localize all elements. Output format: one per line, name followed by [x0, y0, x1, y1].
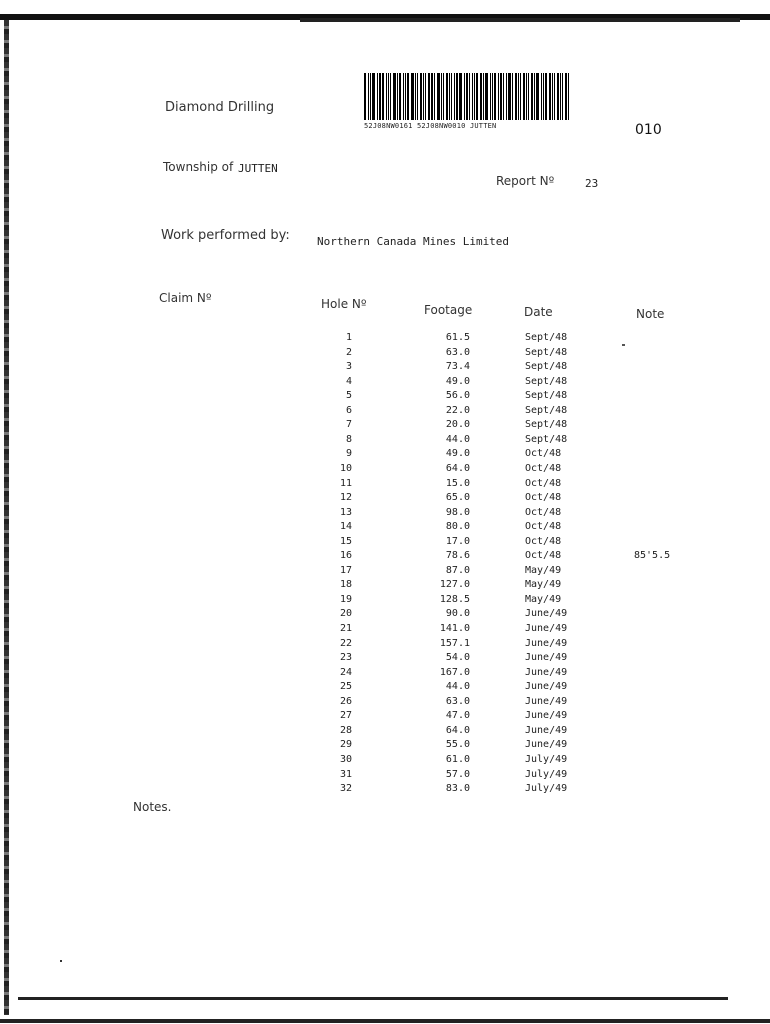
- footage-value: 63.0: [445, 696, 470, 707]
- hole-number: 8: [345, 434, 352, 445]
- hole-number: 20: [339, 608, 352, 619]
- barcode-bar: [434, 73, 435, 120]
- barcode-bar: [545, 73, 547, 120]
- footage-value: 61.5: [445, 332, 470, 343]
- hole-number: 30: [339, 754, 352, 765]
- footage-value: 87.0: [445, 565, 470, 576]
- barcode-bar: [552, 73, 553, 120]
- barcode-bar: [490, 73, 491, 120]
- footage-value: 63.0: [445, 347, 470, 358]
- barcode-bar: [364, 73, 366, 120]
- date-value: May/49: [525, 579, 562, 590]
- bottom-scan-border: [0, 1019, 770, 1023]
- date-value: Oct/48: [525, 448, 562, 459]
- hole-number: 32: [339, 783, 352, 794]
- date-value: Sept/48: [525, 390, 568, 401]
- hole-number: 19: [339, 594, 352, 605]
- date-value: May/49: [525, 594, 562, 605]
- footage-value: 22.0: [445, 405, 470, 416]
- barcode-bar: [388, 73, 389, 120]
- date-value: Sept/48: [525, 332, 568, 343]
- top-scan-border-thick: [300, 18, 740, 22]
- date-value: June/49: [525, 652, 568, 663]
- footage-value: 141.0: [439, 623, 470, 634]
- date-value: Sept/48: [525, 361, 568, 372]
- column-header-footage: Footage: [424, 303, 473, 317]
- footage-value: 64.0: [445, 725, 470, 736]
- column-header-hole: Hole Nº: [321, 297, 367, 311]
- footage-value: 83.0: [445, 783, 470, 794]
- barcode-bar: [390, 73, 391, 120]
- barcode-bar: [503, 73, 504, 120]
- footage-value: 61.0: [445, 754, 470, 765]
- barcode-bar: [451, 73, 452, 120]
- hole-number: 31: [339, 769, 352, 780]
- date-value: June/49: [525, 725, 568, 736]
- barcode-bar: [469, 73, 470, 120]
- footage-value: 54.0: [445, 652, 470, 663]
- hole-number: 29: [339, 739, 352, 750]
- form-title: Diamond Drilling: [165, 100, 275, 115]
- date-value: Oct/48: [525, 478, 562, 489]
- footage-value: 157.1: [439, 638, 470, 649]
- date-value: Sept/48: [525, 347, 568, 358]
- report-label: Report Nº: [496, 174, 555, 188]
- hole-number: 21: [339, 623, 352, 634]
- barcode-bar: [466, 73, 468, 120]
- hole-number: 22: [339, 638, 352, 649]
- hole-number: 2: [345, 347, 352, 358]
- barcode-bar: [431, 73, 433, 120]
- barcode-bar: [446, 73, 448, 120]
- barcode-bar: [520, 73, 521, 120]
- footage-value: 47.0: [445, 710, 470, 721]
- hole-number: 14: [339, 521, 352, 532]
- hole-number: 3: [345, 361, 352, 372]
- barcode-bar: [543, 73, 544, 120]
- document-number: 010: [635, 122, 662, 138]
- report-value: 23: [585, 177, 599, 190]
- footage-value: 64.0: [445, 463, 470, 474]
- barcode-bar: [397, 73, 398, 120]
- barcode-bar: [386, 73, 387, 120]
- work-performed-label: Work performed by:: [161, 228, 290, 243]
- barcode-bar: [428, 73, 430, 120]
- barcode-bar: [464, 73, 465, 120]
- barcode-bar: [531, 73, 533, 120]
- barcode: [364, 73, 582, 120]
- hole-number: 25: [339, 681, 352, 692]
- barcode-bar: [526, 73, 527, 120]
- hole-number: 12: [339, 492, 352, 503]
- footage-value: 49.0: [445, 448, 470, 459]
- hole-number: 23: [339, 652, 352, 663]
- date-value: July/49: [525, 783, 568, 794]
- township-label: Township of: [163, 160, 234, 174]
- work-performed-value: Northern Canada Mines Limited: [317, 235, 510, 248]
- footage-value: 17.0: [445, 536, 470, 547]
- date-value: June/49: [525, 623, 568, 634]
- footage-value: 15.0: [445, 478, 470, 489]
- barcode-bar: [480, 73, 482, 120]
- footage-value: 98.0: [445, 507, 470, 518]
- barcode-bar: [437, 73, 440, 120]
- barcode-bar: [500, 73, 502, 120]
- barcode-bar: [403, 73, 404, 120]
- barcode-bar: [420, 73, 422, 120]
- barcode-bar: [377, 73, 378, 120]
- hole-number: 6: [345, 405, 352, 416]
- footage-value: 128.5: [439, 594, 470, 605]
- barcode-bar: [494, 73, 496, 120]
- note-value: 85'5.5: [634, 550, 671, 561]
- barcode-bar: [492, 73, 493, 120]
- column-header-claim: Claim Nº: [159, 291, 212, 305]
- hole-number: 4: [345, 376, 352, 387]
- footage-value: 127.0: [439, 579, 470, 590]
- hole-number: 1: [345, 332, 352, 343]
- date-value: Sept/48: [525, 434, 568, 445]
- barcode-bar: [557, 73, 559, 120]
- barcode-bar: [441, 73, 442, 120]
- date-value: June/49: [525, 681, 568, 692]
- footage-value: 73.4: [445, 361, 470, 372]
- barcode-bar: [565, 73, 567, 120]
- hole-number: 9: [345, 448, 352, 459]
- hole-number: 5: [345, 390, 352, 401]
- barcode-bar: [423, 73, 424, 120]
- barcode-bar: [415, 73, 416, 120]
- township-value: JUTTEN: [238, 162, 278, 175]
- date-value: Oct/48: [525, 463, 562, 474]
- footage-value: 80.0: [445, 521, 470, 532]
- barcode-bar: [541, 73, 542, 120]
- date-value: June/49: [525, 739, 568, 750]
- date-value: July/49: [525, 769, 568, 780]
- barcode-bar: [407, 73, 409, 120]
- hole-number: 18: [339, 579, 352, 590]
- barcode-bar: [456, 73, 458, 120]
- date-value: Oct/48: [525, 536, 562, 547]
- date-value: Sept/48: [525, 419, 568, 430]
- date-value: Oct/48: [525, 492, 562, 503]
- date-value: June/49: [525, 608, 568, 619]
- barcode-bar: [449, 73, 450, 120]
- bottom-scan-line: [18, 997, 728, 1000]
- barcode-bar: [370, 73, 371, 120]
- footage-value: 44.0: [445, 681, 470, 692]
- footage-value: 49.0: [445, 376, 470, 387]
- footage-value: 56.0: [445, 390, 470, 401]
- barcode-bar: [483, 73, 484, 120]
- hole-number: 13: [339, 507, 352, 518]
- date-value: Oct/48: [525, 550, 562, 561]
- barcode-bar: [405, 73, 406, 120]
- barcode-bar: [372, 73, 375, 120]
- barcode-bar: [379, 73, 381, 120]
- date-value: June/49: [525, 710, 568, 721]
- hole-number: 10: [339, 463, 352, 474]
- barcode-bar: [393, 73, 396, 120]
- barcode-bar: [498, 73, 499, 120]
- barcode-caption: 52J08NW0161 52J08NW0010 JUTTEN: [364, 122, 497, 130]
- date-value: June/49: [525, 638, 568, 649]
- hole-number: 26: [339, 696, 352, 707]
- barcode-bar: [568, 73, 569, 120]
- date-value: July/49: [525, 754, 568, 765]
- barcode-bar: [459, 73, 462, 120]
- barcode-bar: [508, 73, 511, 120]
- footage-value: 90.0: [445, 608, 470, 619]
- footage-value: 65.0: [445, 492, 470, 503]
- hole-number: 27: [339, 710, 352, 721]
- footage-value: 167.0: [439, 667, 470, 678]
- barcode-bar: [425, 73, 426, 120]
- hole-number: 17: [339, 565, 352, 576]
- barcode-bar: [485, 73, 488, 120]
- stray-dot: [60, 960, 62, 962]
- barcode-bar: [474, 73, 475, 120]
- barcode-bar: [549, 73, 551, 120]
- barcode-bar: [506, 73, 507, 120]
- footage-value: 57.0: [445, 769, 470, 780]
- date-value: Oct/48: [525, 507, 562, 518]
- date-value: May/49: [525, 565, 562, 576]
- date-value: Sept/48: [525, 405, 568, 416]
- left-scan-edge: [4, 20, 9, 1015]
- barcode-bar: [443, 73, 444, 120]
- hole-number: 28: [339, 725, 352, 736]
- barcode-bar: [411, 73, 414, 120]
- date-value: Sept/48: [525, 376, 568, 387]
- hole-number: 11: [339, 478, 352, 489]
- barcode-bar: [417, 73, 418, 120]
- barcode-bar: [560, 73, 561, 120]
- barcode-bar: [536, 73, 539, 120]
- barcode-bar: [512, 73, 513, 120]
- column-header-date: Date: [524, 305, 553, 319]
- barcode-bar: [554, 73, 555, 120]
- barcode-bar: [472, 73, 473, 120]
- stray-mark: [622, 344, 625, 346]
- footage-value: 55.0: [445, 739, 470, 750]
- footage-value: 20.0: [445, 419, 470, 430]
- footage-value: 44.0: [445, 434, 470, 445]
- notes-label: Notes.: [133, 800, 172, 814]
- footage-value: 78.6: [445, 550, 470, 561]
- barcode-bar: [518, 73, 519, 120]
- barcode-bar: [454, 73, 455, 120]
- barcode-bar: [515, 73, 517, 120]
- hole-number: 24: [339, 667, 352, 678]
- barcode-bar: [476, 73, 478, 120]
- barcode-bar: [534, 73, 535, 120]
- hole-number: 15: [339, 536, 352, 547]
- hole-number: 7: [345, 419, 352, 430]
- date-value: June/49: [525, 696, 568, 707]
- barcode-bar: [523, 73, 525, 120]
- date-value: Oct/48: [525, 521, 562, 532]
- barcode-bar: [368, 73, 369, 120]
- barcode-bar: [562, 73, 563, 120]
- date-value: June/49: [525, 667, 568, 678]
- column-header-note: Note: [636, 307, 665, 321]
- barcode-bar: [399, 73, 401, 120]
- hole-number: 16: [339, 550, 352, 561]
- barcode-bar: [528, 73, 529, 120]
- barcode-bar: [382, 73, 384, 120]
